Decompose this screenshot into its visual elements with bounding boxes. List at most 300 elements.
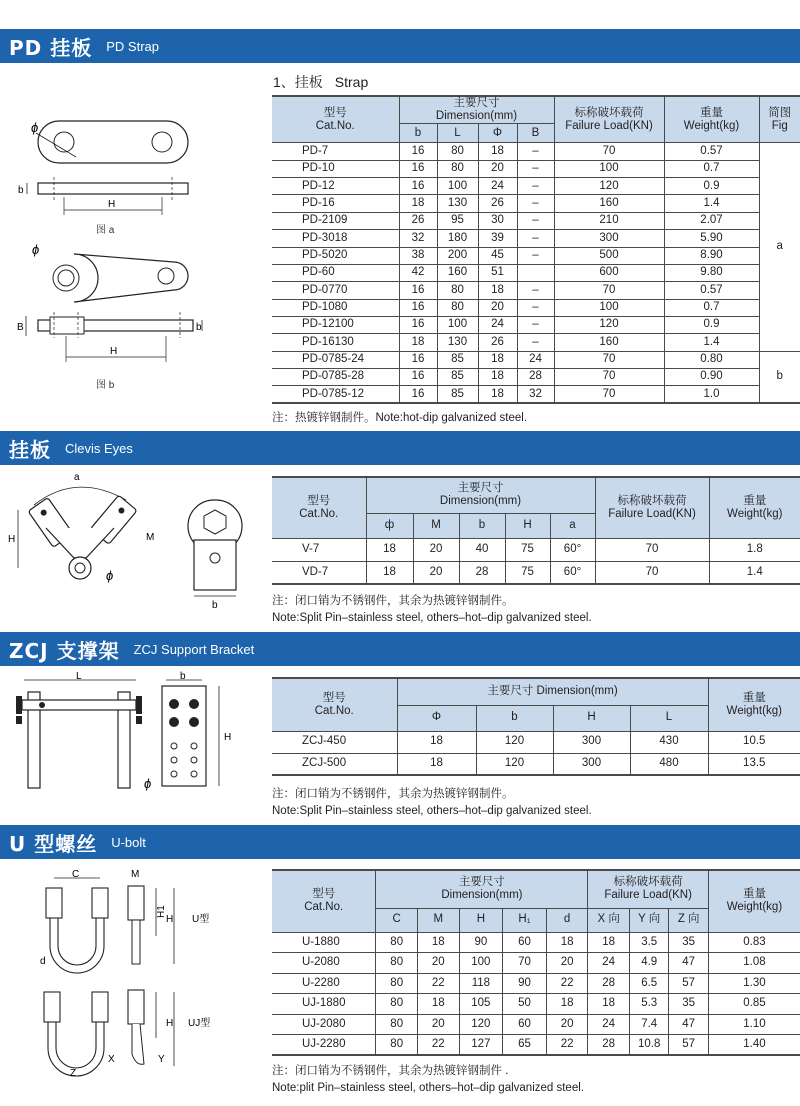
table-cell: 300 [554,230,664,247]
table-cell: 20 [546,953,588,974]
label-phi: ϕ [106,568,114,583]
table-cell: 18 [478,368,517,385]
table-row [272,973,800,994]
table-cell: 32 [399,230,437,247]
cell-model: V-7 [272,538,366,561]
table-cell: 30 [478,212,517,229]
table-cell: 38 [399,247,437,264]
label-H: H [8,534,16,545]
table-cell: 70 [554,351,664,368]
table-cell: 20 [413,538,459,561]
label-uj-type: UJ型 [188,1018,211,1029]
table-cell [517,264,554,281]
table-cell: 85 [437,351,478,368]
header-M: M [413,513,459,538]
ubolt-figure [14,866,254,1086]
label-Y: Y [158,1054,165,1065]
table-cell: – [517,299,554,316]
table-cell: – [517,212,554,229]
table-row [272,178,800,195]
header-dimension: 主要尺寸 Dimension(mm) [399,96,554,124]
table-cell: 18 [397,731,476,753]
zcj-table [272,677,800,776]
header-M: M [417,908,459,932]
table-cell: 100 [459,953,503,974]
table-cell: 16 [399,160,437,177]
ubolt-note-en: Note:plit Pin–stainless steel, others–hot–dip galvanized steel. [272,1082,584,1094]
label-phi-b: ϕ [32,242,40,257]
table-cell: 0.9 [664,316,759,333]
table-cell: 130 [437,195,478,212]
header-fig: 简图 Fig [759,96,800,143]
table-cell: 45 [478,247,517,264]
table-cell: 70 [595,538,709,561]
header-H: H [553,705,630,731]
table-cell: 18 [366,561,413,584]
ubolt-table [272,869,800,1056]
clevis-note-en: Note:Split Pin–stainless steel, others–hot–dip galvanized steel. [272,612,592,624]
header-weight: 重量 Weight(kg) [708,870,800,932]
table-cell: 130 [437,334,478,351]
table-cell: 70 [554,282,664,299]
cell-model: PD-7 [272,143,399,160]
table-cell: 1.40 [708,1035,800,1056]
cell-model: PD-16130 [272,334,399,351]
cell-model: U-2080 [272,953,376,974]
clevis-note-zh: 注：闭口销为不锈钢件，其余为热镀锌钢制件。 [272,595,514,607]
strap-subtitle [273,72,368,92]
label-u-type: U型 [192,914,210,925]
table-cell: 28 [517,368,554,385]
table-row [272,561,800,584]
table-cell: 60 [503,932,547,953]
table-cell: 500 [554,247,664,264]
table-cell: – [517,178,554,195]
table-cell: 42 [399,264,437,281]
table-cell: 16 [399,178,437,195]
table-cell: 18 [546,932,588,953]
header-model: 型号 Cat.No. [272,96,399,143]
label-H: H [108,199,116,210]
table-cell: 0.7 [664,160,759,177]
table-cell: 0.90 [664,368,759,385]
table-row [272,230,800,247]
header-weight: 重量 Weight(kg) [708,678,800,731]
table-row [272,195,800,212]
table-cell: 18 [478,282,517,299]
table-row [272,731,800,753]
table-cell: 0.57 [664,143,759,160]
table-cell: 18 [397,753,476,775]
table-row [272,299,800,316]
label-H1: H1 [156,905,167,918]
header-model: 型号 Cat.No. [272,870,376,932]
header-L: L [437,124,478,143]
table-cell: 57 [669,973,708,994]
table-cell: 13.5 [708,753,800,775]
header-failure-load: 标称破坏载荷 Failure Load(KN) [588,870,709,908]
cell-model: PD-3018 [272,230,399,247]
table-cell: 20 [413,561,459,584]
label-b: b [18,185,24,196]
table-cell: 0.83 [708,932,800,953]
table-cell: 127 [459,1035,503,1056]
cell-model: PD-12 [272,178,399,195]
table-row [272,932,800,953]
section-banner-pd [0,29,800,63]
label-H-b: H [110,346,118,357]
table-cell: 480 [630,753,708,775]
table-cell: 18 [417,994,459,1015]
table-cell: 47 [669,953,708,974]
table-cell: 90 [503,973,547,994]
label-b: b [212,600,218,610]
table-cell: 9.80 [664,264,759,281]
table-cell: 57 [669,1035,708,1056]
table-cell: 80 [376,1035,418,1056]
header-d: d [546,908,588,932]
table-cell: 75 [505,561,550,584]
table-cell: 51 [478,264,517,281]
header-dimension: 主要尺寸 Dimension(mm) [366,477,595,513]
table-row [272,351,800,368]
table-cell: 100 [554,299,664,316]
table-cell: 1.4 [664,334,759,351]
table-cell: 0.9 [664,178,759,195]
table-cell: 7.4 [629,1014,668,1035]
cell-model: PD-5020 [272,247,399,264]
header-dimension: 主要尺寸 Dimension(mm) [376,870,588,908]
table-cell: 1.0 [664,386,759,403]
label-M: M [146,532,155,543]
label-H: H [224,732,232,743]
table-cell: 60° [550,561,595,584]
zcj-note-zh: 注：闭口销为不锈钢件，其余为热镀锌钢制件。 [272,788,514,800]
label-B: B [17,322,24,333]
table-cell: 300 [553,753,630,775]
caption-a: 图 a [96,225,115,236]
label-H: H [166,914,174,925]
table-cell: 40 [459,538,505,561]
cell-model: UJ-2280 [272,1035,376,1056]
label-phi: ϕ [31,120,39,135]
table-cell: 160 [554,195,664,212]
table-cell: 16 [399,282,437,299]
table-cell: 24 [517,351,554,368]
cell-model: PD-0785-28 [272,368,399,385]
header-weight: 重量 Weight(kg) [709,477,800,538]
table-row [272,143,800,160]
header-Z: Z 向 [669,908,708,932]
table-row [272,538,800,561]
table-cell: 5.90 [664,230,759,247]
table-cell: 39 [478,230,517,247]
cell-model: U-2280 [272,973,376,994]
label-M: M [131,869,140,880]
table-cell: 10.8 [629,1035,668,1056]
table-row [272,264,800,281]
table-cell: 16 [399,368,437,385]
table-cell: 0.57 [664,282,759,299]
table-cell: 3.5 [629,932,668,953]
header-model: 型号 Cat.No. [272,477,366,538]
label-b-right: b [196,322,202,333]
table-cell: 85 [437,386,478,403]
label-X: X [108,1054,115,1065]
table-cell: 28 [459,561,505,584]
banner-title-zh: 挂板 [9,437,51,462]
pd-figure-b [14,240,214,375]
cell-model: PD-16 [272,195,399,212]
table-cell: 20 [417,1014,459,1035]
table-cell: 65 [503,1035,547,1056]
banner-title-en: PD Strap [106,38,159,54]
fig-ref-b: b [759,351,800,403]
table-cell: 24 [588,953,630,974]
table-cell: 20 [546,1014,588,1035]
table-cell: 160 [437,264,478,281]
table-row [272,753,800,775]
cell-model: VD-7 [272,561,366,584]
table-cell: 50 [503,994,547,1015]
table-cell: 47 [669,1014,708,1035]
table-cell: 0.7 [664,299,759,316]
table-cell: 5.3 [629,994,668,1015]
table-cell: 16 [399,351,437,368]
table-cell: 80 [376,932,418,953]
label-a: a [74,472,80,483]
zcj-figure [4,670,254,800]
pd-figure-a [14,115,214,235]
table-cell: 18 [399,195,437,212]
header-phi: Φ [397,705,476,731]
header-phi: Φ [478,124,517,143]
cell-model: PD-0770 [272,282,399,299]
table-cell: 75 [505,538,550,561]
table-cell: 18 [478,351,517,368]
header-b: b [399,124,437,143]
table-cell: 100 [437,316,478,333]
zcj-note-en: Note:Split Pin–stainless steel, others–hot–dip galvanized steel. [272,805,592,817]
table-cell: – [517,282,554,299]
table-cell: 26 [478,195,517,212]
table-cell: 70 [595,561,709,584]
table-cell: 28 [588,973,630,994]
cell-model: PD-1080 [272,299,399,316]
label-phi: ϕ [144,776,152,791]
header-Y: Y 向 [629,908,668,932]
table-cell: 1.4 [664,195,759,212]
cell-model: PD-0785-12 [272,386,399,403]
table-cell: – [517,230,554,247]
label-Z: Z [70,1068,77,1079]
table-cell: 16 [399,299,437,316]
table-row [272,316,800,333]
table-cell: 1.8 [709,538,800,561]
banner-title-zh: PD 挂板 [9,35,93,60]
pd-note: 注：热镀锌钢制件。Note:hot-dip galvanized steel. [272,412,528,424]
table-cell: 18 [588,932,630,953]
banner-title-en: ZCJ Support Bracket [133,641,255,657]
table-cell: 24 [588,1014,630,1035]
caption-b: 图 b [96,380,115,391]
cell-model: PD-2109 [272,212,399,229]
table-cell: 300 [553,731,630,753]
table-cell: 120 [459,1014,503,1035]
table-cell: 118 [459,973,503,994]
table-cell: 120 [554,178,664,195]
table-cell: 24 [478,316,517,333]
table-cell: 120 [554,316,664,333]
table-cell: – [517,143,554,160]
header-H: H [505,513,550,538]
cell-model: PD-0785-24 [272,351,399,368]
table-row [272,1014,800,1035]
table-cell: 80 [437,143,478,160]
table-cell: 60 [503,1014,547,1035]
label-b: b [180,671,186,682]
cell-model: PD-60 [272,264,399,281]
table-row [272,368,800,385]
table-cell: – [517,160,554,177]
table-cell: 8.90 [664,247,759,264]
table-row [272,334,800,351]
banner-title-en: Clevis Eyes [65,440,133,456]
cell-model: PD-12100 [272,316,399,333]
banner-title-zh: ZCJ 支撑架 [9,638,120,663]
table-row [272,386,800,403]
table-cell: – [517,334,554,351]
table-cell: 100 [437,178,478,195]
table-row [272,1035,800,1056]
table-cell: 20 [478,299,517,316]
table-cell: 80 [376,1014,418,1035]
table-cell: 18 [588,994,630,1015]
table-cell: 16 [399,143,437,160]
table-cell: 6.5 [629,973,668,994]
table-cell: 22 [546,973,588,994]
label-H-uj: H [166,1018,174,1029]
table-cell: 105 [459,994,503,1015]
header-weight: 重量 Weight(kg) [664,96,759,143]
table-cell: 16 [399,386,437,403]
table-cell: 20 [417,953,459,974]
table-row [272,160,800,177]
table-cell: 18 [546,994,588,1015]
cell-model: ZCJ-500 [272,753,397,775]
header-H: H [459,908,503,932]
table-cell: 0.85 [708,994,800,1015]
header-b: b [459,513,505,538]
label-d: d [40,956,46,967]
label-C: C [72,869,80,880]
clevis-figure [4,470,254,610]
table-cell: 18 [417,932,459,953]
table-cell: 430 [630,731,708,753]
header-H1: H₁ [503,908,547,932]
fig-ref-a: a [759,143,800,351]
section-banner-clevis [0,431,800,465]
table-row [272,953,800,974]
table-cell: 18 [366,538,413,561]
table-cell: 80 [437,299,478,316]
table-cell: 85 [437,368,478,385]
table-cell: 80 [437,160,478,177]
header-X: X 向 [588,908,630,932]
header-a: a [550,513,595,538]
banner-title-en: U-bolt [111,834,146,850]
table-cell: 35 [669,932,708,953]
table-cell: 4.9 [629,953,668,974]
table-cell: 32 [517,386,554,403]
table-cell: 35 [669,994,708,1015]
section-banner-ubolt [0,825,800,859]
subtitle-en: Strap [334,74,369,90]
label-L: L [76,671,82,682]
header-B: B [517,124,554,143]
cell-model: UJ-2080 [272,1014,376,1035]
table-cell: 200 [437,247,478,264]
banner-title-zh: U 型螺丝 [9,831,98,856]
table-cell: 22 [417,1035,459,1056]
table-row [272,994,800,1015]
header-L: L [630,705,708,731]
table-row [272,282,800,299]
table-cell: 180 [437,230,478,247]
table-cell: 120 [476,753,553,775]
table-cell: 26 [399,212,437,229]
table-cell: 210 [554,212,664,229]
header-dimension: 主要尺寸 Dimension(mm) [397,678,708,705]
clevis-table [272,476,800,585]
cell-model: PD-10 [272,160,399,177]
table-cell: 20 [478,160,517,177]
cell-model: UJ-1880 [272,994,376,1015]
ubolt-note-zh: 注：闭口销为不锈钢件，其余为热镀锌钢制件 . [272,1065,509,1077]
table-cell: – [517,195,554,212]
table-cell: 80 [437,282,478,299]
table-cell: 70 [554,386,664,403]
table-cell: 1.08 [708,953,800,974]
table-cell: 0.80 [664,351,759,368]
table-cell: 1.30 [708,973,800,994]
table-cell: 10.5 [708,731,800,753]
table-cell: 22 [546,1035,588,1056]
header-b: b [476,705,553,731]
pd-strap-table [272,95,800,404]
table-cell: 1.10 [708,1014,800,1035]
table-cell: 80 [376,953,418,974]
header-model: 型号 Cat.No. [272,678,397,731]
header-failure-load: 标称破坏载荷 Failure Load(KN) [595,477,709,538]
table-cell: 80 [376,973,418,994]
table-cell: 80 [376,994,418,1015]
header-phi: ф [366,513,413,538]
table-cell: 16 [399,316,437,333]
cell-model: ZCJ-450 [272,731,397,753]
table-cell: 120 [476,731,553,753]
section-banner-zcj [0,632,800,666]
table-cell: 18 [478,143,517,160]
table-cell: 28 [588,1035,630,1056]
table-cell: 2.07 [664,212,759,229]
header-failure-load: 标称破坏载荷 Failure Load(KN) [554,96,664,143]
table-cell: 600 [554,264,664,281]
table-cell: 26 [478,334,517,351]
table-cell: 90 [459,932,503,953]
table-cell: 1.4 [709,561,800,584]
table-cell: 95 [437,212,478,229]
